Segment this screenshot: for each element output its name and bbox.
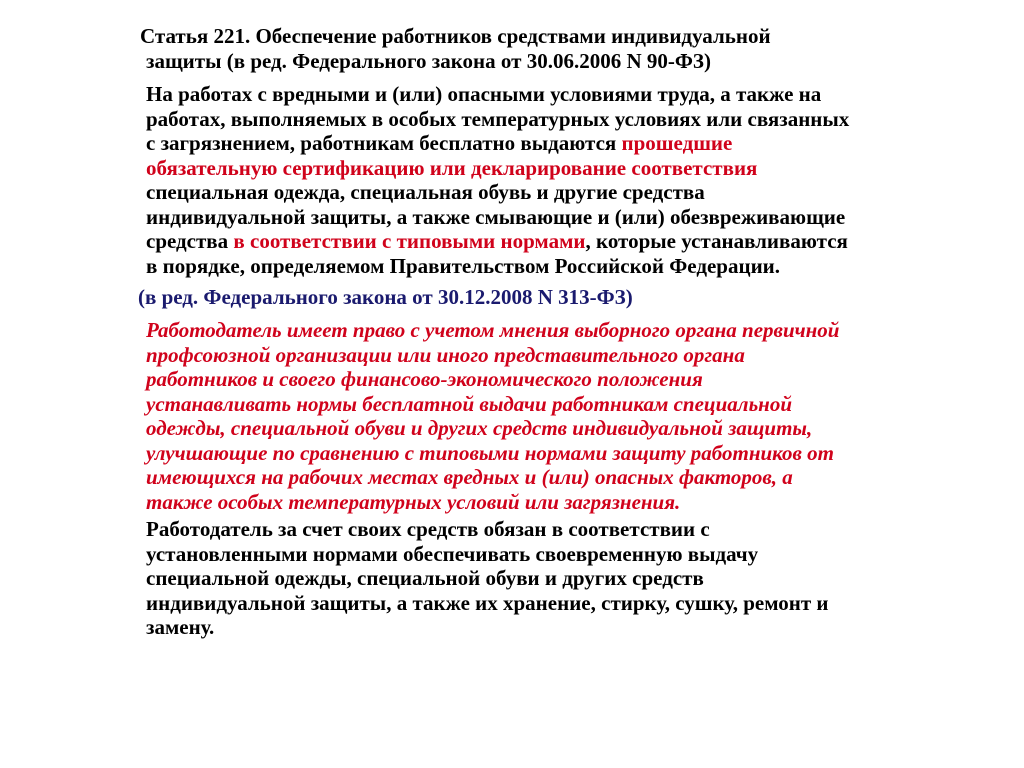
paragraph-line: улучшающие по сравнению с типовыми нормами защиту работников от (146, 440, 834, 465)
amendment-note: (в ред. Федерального закона от 30.12.2008 N 313-ФЗ) (138, 285, 633, 309)
paragraph-line: установленными нормами обеспечивать своевременную выдачу (146, 541, 759, 566)
article-title (140, 24, 1000, 73)
paragraph-line: На работах с вредными и (или) опасными условиями труда, а также на (146, 82, 822, 106)
paragraph-line (146, 131, 1012, 156)
highlighted-line: обязательную сертификацию или декларирование соответствия (146, 155, 758, 180)
paragraph-line: имеющихся на рабочих местах вредных и (или) опасных факторов, а (146, 465, 793, 489)
paragraph-line: индивидуальной защиты, а также их хранение, стирку, сушку, ремонт и (146, 590, 829, 615)
paragraph-line: в порядке, определяемом Правительством Российской Федерации. (146, 253, 781, 278)
article-title-line-1: Статья 221. Обеспечение работников средствами индивидуальной (140, 24, 771, 48)
paragraph-employer-duty (146, 517, 1012, 640)
paragraph-text: , которые устанавливаются (585, 229, 848, 253)
paragraph-line: Работодатель имеет право с учетом мнения выборного органа первичной (146, 318, 840, 342)
article-title-line-2: защиты (в ред. Федерального закона от 30.06.2006 N 90-ФЗ) (146, 48, 711, 73)
paragraph-text: средства (146, 229, 234, 253)
paragraph-line: также особых температурных условий или загрязнения. (146, 489, 681, 514)
paragraph-line: работников и своего финансово-экономического положения (146, 367, 703, 391)
paragraph-line: устанавливать нормы бесплатной выдачи работникам специальной (146, 391, 793, 416)
paragraph-employer-right (146, 318, 1012, 514)
highlighted-text: прошедшие (621, 131, 733, 155)
paragraph-line: одежды, специальной обуви и других средств индивидуальной защиты, (146, 416, 813, 440)
paragraph-line: профсоюзной организации или иного представительного органа (146, 342, 745, 367)
paragraph-line: специальная одежда, специальная обувь и другие средства (146, 180, 705, 204)
paragraph-ppe-provision (146, 82, 1012, 278)
paragraph-line: индивидуальной защиты, а также смывающие и (или) обезвреживающие (146, 204, 846, 229)
paragraph-text: с загрязнением, работникам бесплатно выдаются (146, 131, 622, 155)
paragraph-line: замену. (146, 615, 215, 639)
paragraph-line: специальной одежды, специальной обуви и других средств (146, 566, 704, 590)
paragraph-line: Работодатель за счет своих средств обязан в соответствии с (146, 517, 710, 541)
paragraph-line: работах, выполняемых в особых температурных условиях или связанных (146, 106, 850, 131)
paragraph-line (146, 229, 1012, 254)
highlighted-text: в соответствии с типовыми нормами (233, 229, 586, 253)
